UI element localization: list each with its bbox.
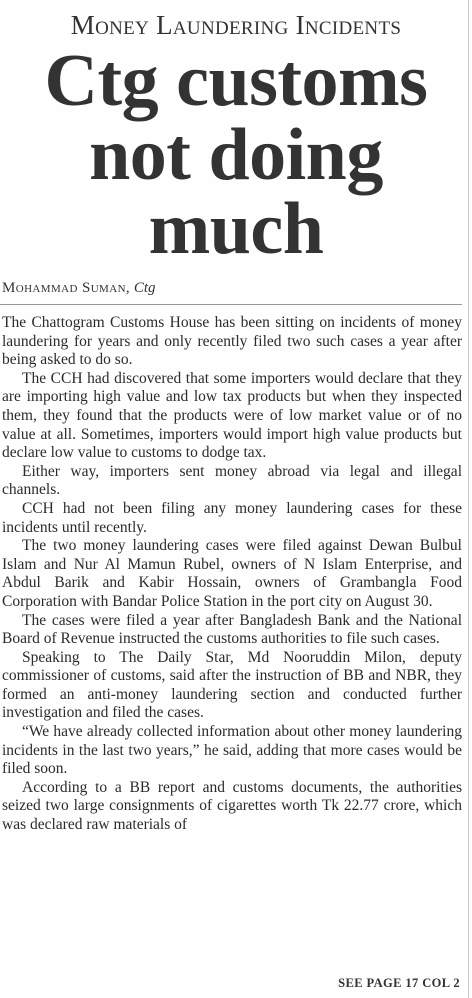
- article-paragraph: “We have already collected information about other money laundering incidents in the last two years,” he said, adding that more cases would be filed soon.: [2, 723, 462, 778]
- article-paragraph: Either way, importers sent money abroad via legal and illegal channels.: [2, 462, 462, 499]
- kicker-label: Money Laundering Incidents: [70, 10, 402, 40]
- byline-location: Ctg: [133, 280, 156, 296]
- article-paragraph: The cases were filed a year after Bangladesh Bank and the National Board of Revenue instructed the customs authorities to file such cases.: [2, 611, 462, 648]
- article-body: [2, 314, 462, 835]
- article-paragraph: Speaking to The Daily Star, Md Nooruddin Milon, deputy commissioner of customs, said after the instruction of BB and NBR, they formed an anti-money laundering section and conducted further investigation and filed the cases.: [2, 648, 462, 722]
- article-paragraph: According to a BB report and customs documents, the authorities seized two large consignments of cigarettes worth Tk 22.77 crore, which was declared raw materials of: [2, 778, 462, 834]
- headline-line: much: [148, 188, 324, 270]
- headline-line: Ctg customs: [44, 40, 428, 122]
- byline-author: Mohammad Suman,: [2, 280, 131, 296]
- headline: [0, 40, 472, 270]
- byline-rule: [0, 304, 462, 305]
- article-paragraph: The Chattogram Customs House has been sitting on incidents of money laundering for years and only recently filed two such cases a year after being asked to do so.: [2, 314, 462, 369]
- headline-line: not doing: [89, 114, 383, 196]
- continued-jump-line: SEE PAGE 17 COL 2: [338, 976, 460, 990]
- article-paragraph: The two money laundering cases were filed against Dewan Bulbul Islam and Nur Al Mamun Rubel, owners of N Islam Enterprise, and Abdul Barik and Kabir Hossain, owners of Grambangla Food Corporation with Bandar Police Station in the port city on August 30.: [2, 537, 462, 610]
- byline: [2, 280, 156, 297]
- article-paragraph: The CCH had discovered that some importers would declare that they are importing high value and low tax products but when they inspected them, they found that the products were of low market value or of no value at all. Sometimes, importers would import high value products but declare low value to customs to dodge tax.: [2, 369, 462, 462]
- article-paragraph: CCH had not been filing any money laundering cases for these incidents until recently.: [2, 499, 462, 536]
